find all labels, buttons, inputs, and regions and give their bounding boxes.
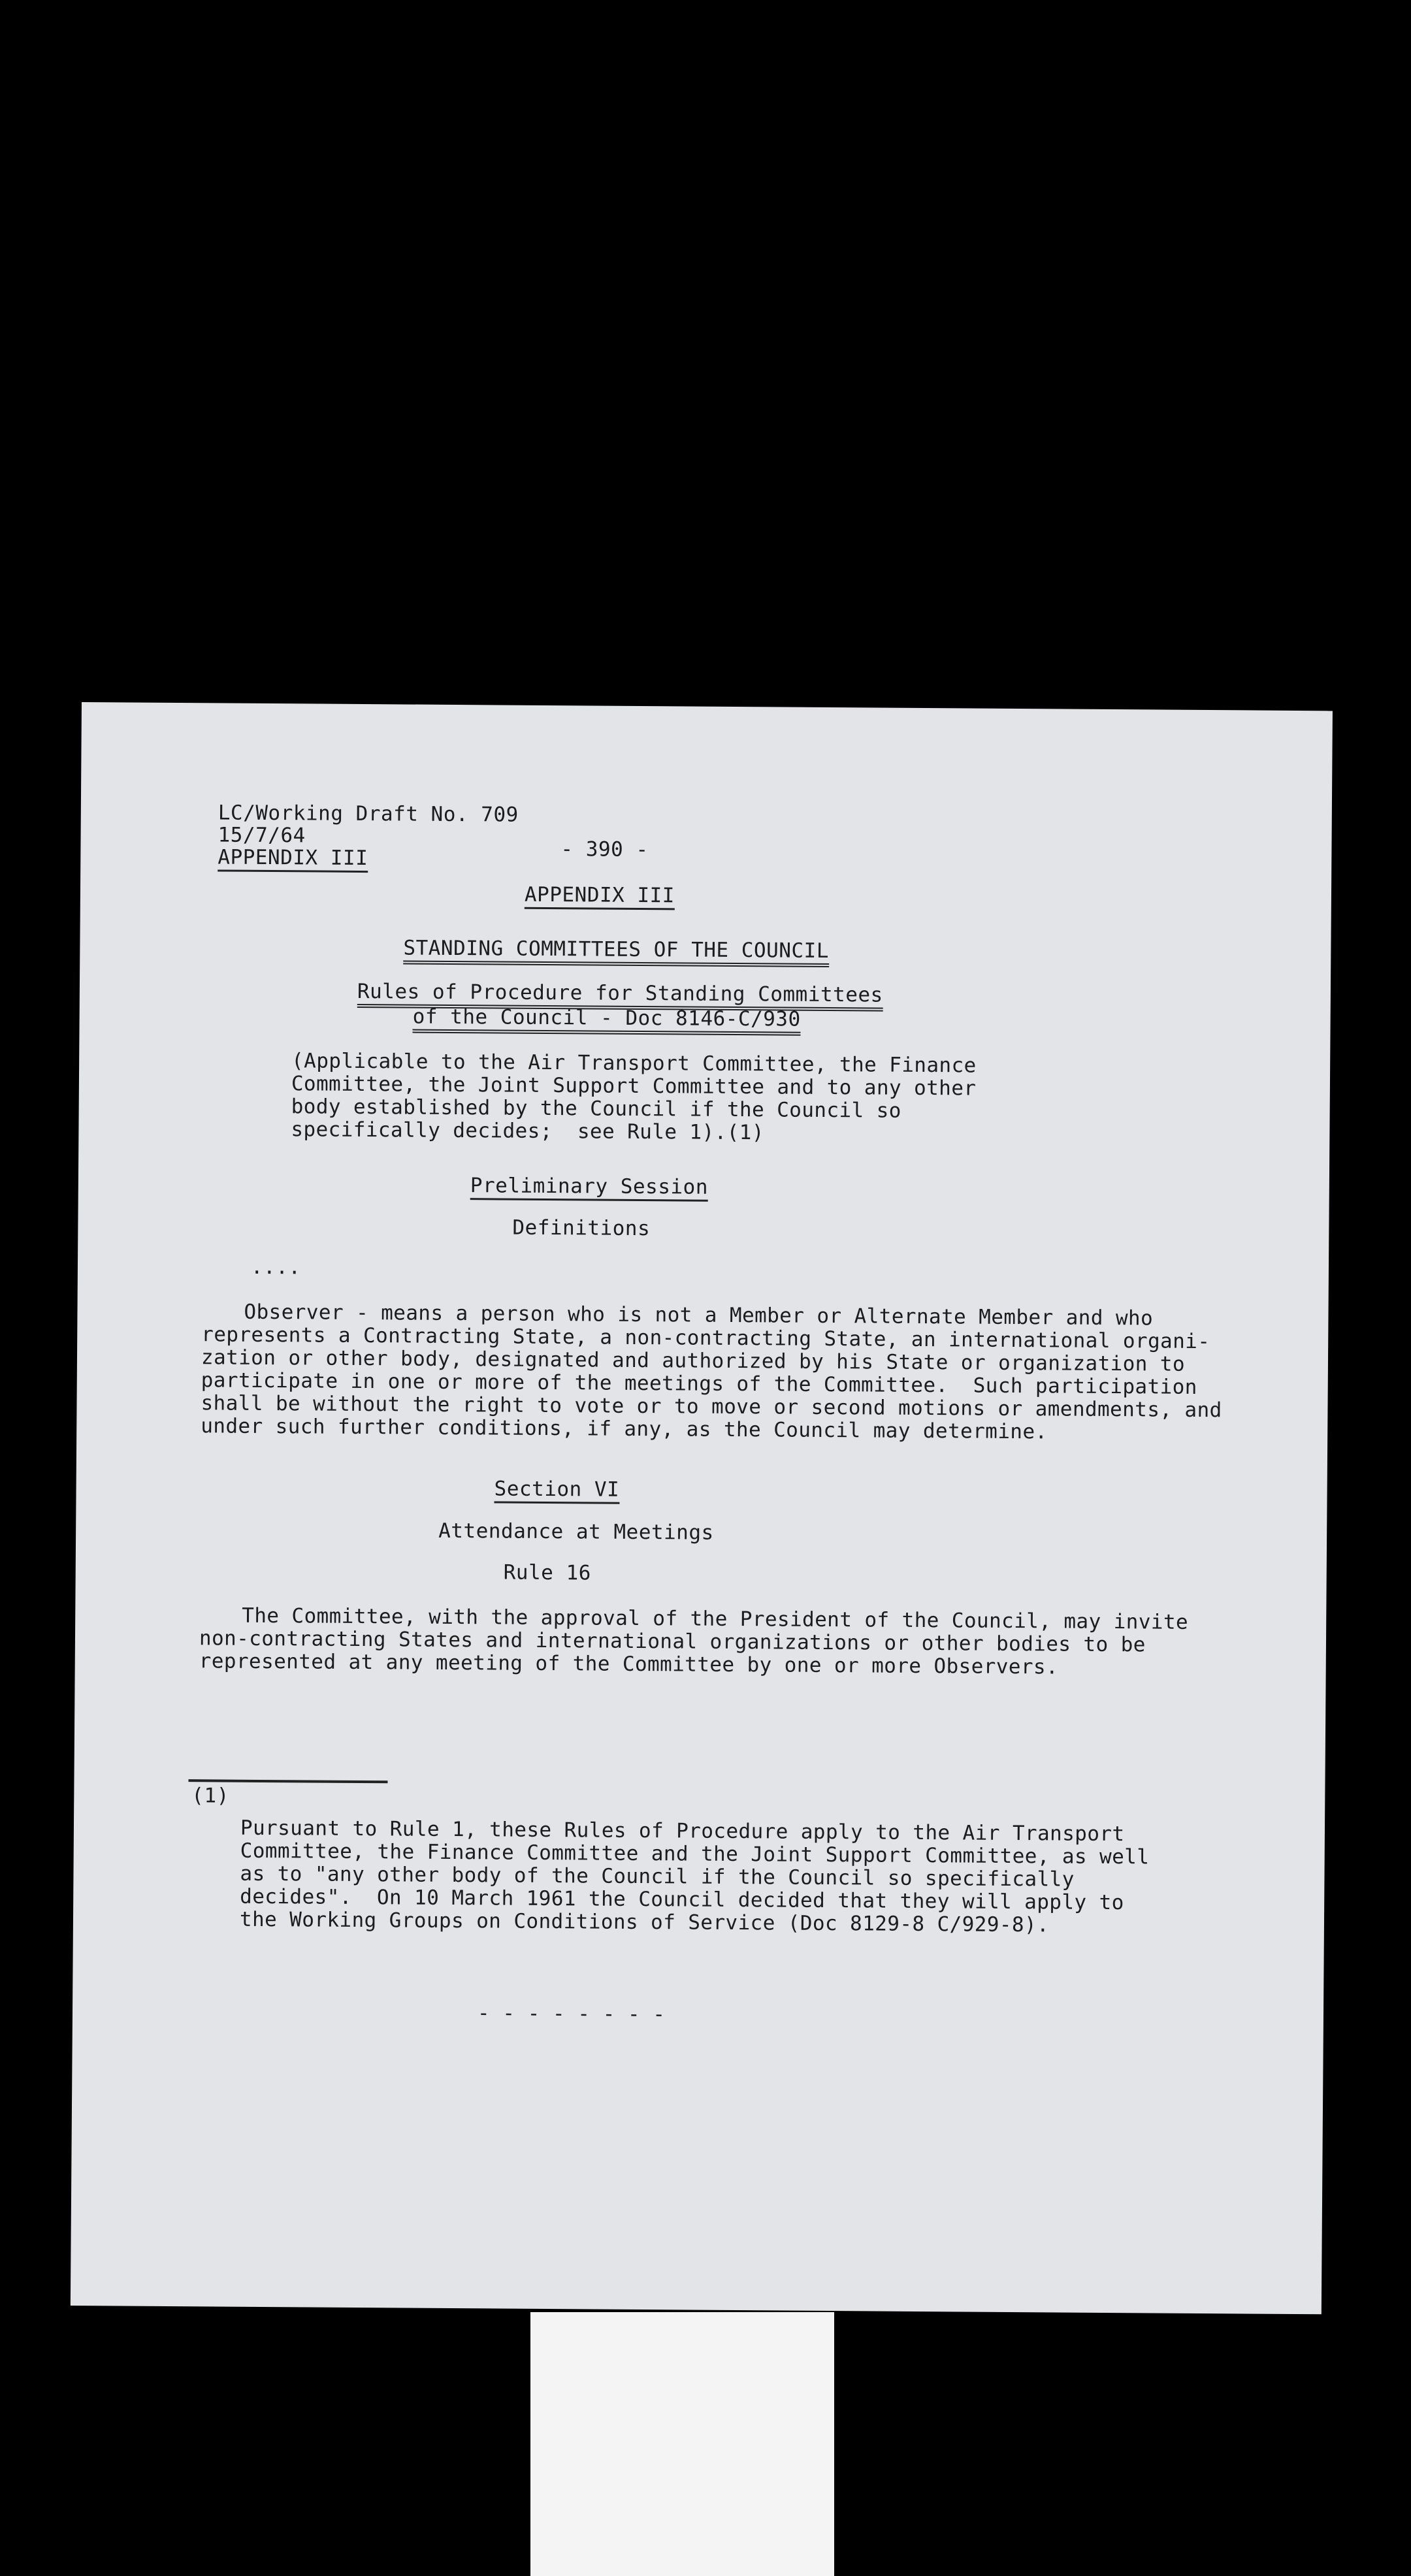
footnote-line-2: Committee, the Finance Committee and the Joint Support Committee, as well	[240, 1839, 1150, 1869]
applicability-line-1: (Applicable to the Air Transport Committee, the Finance	[291, 1049, 977, 1078]
rule-16-heading: Rule 16	[503, 1560, 591, 1585]
footnote-marker: (1)	[191, 1784, 229, 1808]
observer-line-1: Observer - means a person who is not a Member or Alternate Member and who	[244, 1300, 1154, 1330]
document-page	[71, 702, 1333, 2314]
observer-line-3: zation or other body, designated and authorized by his State or organization to	[201, 1345, 1186, 1376]
section-vi-heading: Section VI	[494, 1477, 619, 1504]
observer-line-4: participate in one or more of the meetings of the Committee. Such participation	[201, 1368, 1197, 1399]
definitions-heading: Definitions	[512, 1216, 651, 1241]
rule-16-line-1: The Committee, with the approval of the President of the Council, may invite	[242, 1603, 1189, 1634]
observer-line-5: shall be without the right to vote or to move or second motions or amendments, and	[201, 1391, 1222, 1423]
paper-tab	[530, 2312, 834, 2576]
rule-16-line-2: non-contracting States and international organizations or other bodies to be	[199, 1626, 1146, 1657]
preliminary-session-heading: Preliminary Session	[470, 1174, 708, 1202]
header-draft-number: LC/Working Draft No. 709	[218, 801, 519, 827]
observer-line-6: under such further conditions, if any, as the Council may determine.	[201, 1414, 1048, 1444]
applicability-line-4: specifically decides; see Rule 1).(1)	[291, 1118, 764, 1145]
footnote-line-1: Pursuant to Rule 1, these Rules of Procedure apply to the Air Transport	[240, 1816, 1125, 1846]
footnote-separator	[188, 1779, 387, 1783]
rule-16-line-3: represented at any meeting of the Committee by one or more Observers.	[199, 1649, 1059, 1679]
attendance-heading: Attendance at Meetings	[438, 1519, 714, 1545]
page-number: - 390 -	[560, 837, 649, 862]
rules-title-line1: Rules of Procedure for Standing Committees	[357, 980, 883, 1012]
footnote-line-5: the Working Groups on Conditions of Service (Doc 8129-8 C/929-8).	[239, 1907, 1050, 1937]
ellipsis: ....	[250, 1255, 301, 1280]
footnote-line-3: as to "any other body of the Council if the Council so specifically	[240, 1861, 1075, 1892]
rules-title-line2: of the Council - Doc 8146-C/930	[412, 1005, 800, 1036]
appendix-title: APPENDIX III	[525, 883, 675, 910]
observer-line-2: represents a Contracting State, a non-contracting State, an international organi-	[201, 1323, 1210, 1354]
committees-title: STANDING COMMITTEES OF THE COUNCIL	[403, 936, 829, 967]
header-date: 15/7/64	[218, 823, 306, 848]
applicability-line-2: Committee, the Joint Support Committee and to any other	[291, 1072, 977, 1101]
footnote-line-4: decides". On 10 March 1961 the Council decided that they will apply to	[240, 1884, 1124, 1915]
end-marker: - - - - - - - -	[477, 2001, 666, 2027]
applicability-line-3: body established by the Council if the Council so	[291, 1095, 901, 1123]
header-appendix: APPENDIX III	[218, 845, 368, 873]
